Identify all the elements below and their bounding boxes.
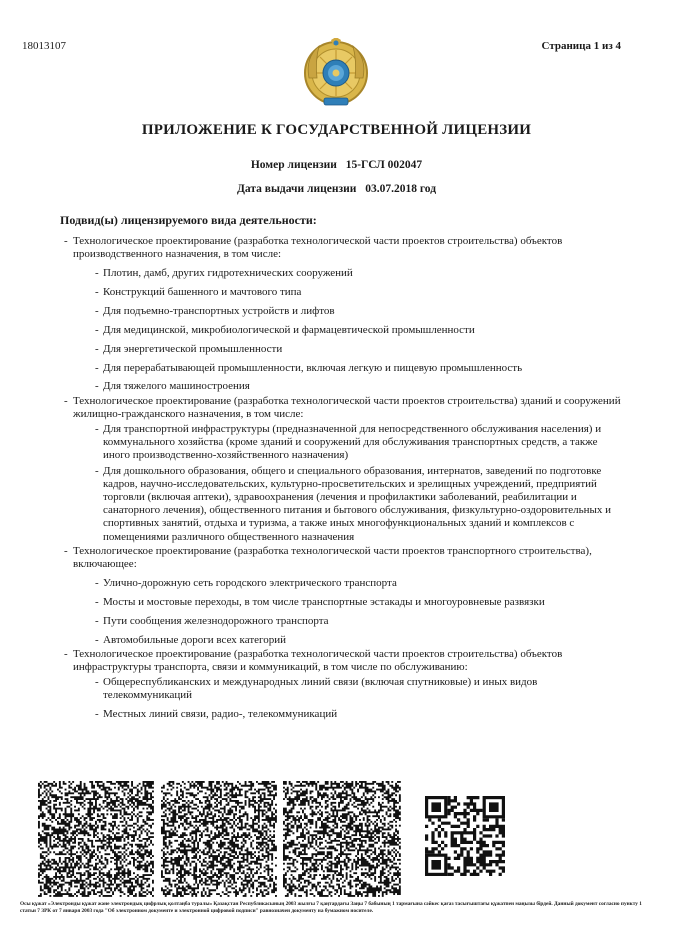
license-number-line	[0, 159, 673, 171]
document-number: 18013107	[22, 40, 66, 52]
activity-text: - Технологическое проектирование (разработка технологической части проектов строительства) объектов инфраструктуры транспорта, связи и коммуникаций, в том числе по обслуживанию:	[73, 647, 563, 674]
page-title: ПРИЛОЖЕНИЕ К ГОСУДАРСТВЕННОЙ ЛИЦЕНЗИИ	[141, 122, 532, 138]
sub-item: - Местных линий связи, радио-, телекоммуникаций	[73, 708, 624, 721]
activity-subitems	[73, 577, 624, 647]
activity-subitems	[73, 676, 624, 721]
signature-barcode-icon	[161, 781, 277, 897]
sub-item: - Для энергетической промышленности	[73, 343, 624, 356]
activity-item	[64, 648, 624, 722]
sub-item: - Для подъемно-транспортных устройств и лифтов	[73, 305, 624, 318]
license-number-label: Номер лицензии	[250, 159, 337, 171]
sub-item: - Для тяжелого машиностроения	[73, 380, 624, 393]
activities-list	[64, 235, 624, 722]
qr-code-icon	[425, 796, 505, 876]
sub-item: - Для транспортной инфраструктуры (предназначенной для непосредственного обслуживания населения) и коммунального хозяйства (кроме зданий и сооружений для обслуживания транспортных средств, а также иного производственно-хозяйственного назначения)	[73, 423, 624, 463]
activity-text: - Технологическое проектирование (разработка технологической части проектов строительства) объектов производственного назначения, в том числе:	[73, 235, 563, 261]
sub-item: - Для дошкольного образования, общего и специального образования, интернатов, заведений по подготовке кадров, научно-исследовательских, культурно-просветительских и зрелищных учреждений, предприятий торговли (включая аптеки), здравоохранения (лечения и профилактики заболеваний, реабилитации и санаторного лечения), общественного питания и бытового обслуживания, физкультурно-оздоровительных и спортивных занятий, отдыха и туризма, а также иных многофункциональных зданий и комплексов с помещениями различного общественного назначения	[73, 465, 624, 544]
sub-item: - Автомобильные дороги всех категорий	[73, 634, 624, 647]
activity-subitems	[73, 267, 624, 394]
signature-barcode-icon	[38, 781, 154, 897]
state-emblem-icon	[303, 38, 369, 108]
activity-item	[64, 545, 624, 647]
activity-text: - Технологическое проектирование (разработка технологической части проектов транспортного строительства), включающее:	[73, 544, 592, 571]
sub-item: - Конструкций башенного и мачтового типа	[73, 286, 624, 299]
sub-item: - Плотин, дамб, других гидротехнических сооружений	[73, 267, 624, 280]
sub-item: - Улично-дорожную сеть городского электрического транспорта	[73, 577, 624, 590]
subtypes-heading: Подвид(ы) лицензируемого вида деятельности:	[60, 213, 317, 227]
sub-item: - Мосты и мостовые переходы, в том числе транспортные эстакады и многоуровневые развязки	[73, 596, 624, 609]
activity-item	[64, 395, 624, 544]
sub-item: - Пути сообщения железнодорожного транспорта	[73, 615, 624, 628]
activity-text: - Технологическое проектирование (разработка технологической части проектов строительства) зданий и сооружений жилищно-гражданского назначения, в том числе:	[73, 394, 621, 420]
sub-item: - Общереспубликанских и международных линий связи (включая спутниковые) и иных видов телекоммуникаций	[73, 676, 624, 702]
legal-notice: Осы құжат «Электронды құжат және электрондық цифрлық қолтаңба туралы» Қазақстан Республикасының 2003 жылғы 7 қаңтардағы Заңы 7 бабының 1 тармағына сәйкес қағаз тасығыштағы құжатпен маңызы бірдей. Данный документ согласно пункту 1 статьи 7 ЗРК от 7 января 2003 года "Об электронном документе и электронной цифровой подписи" равнозначен документу на бумажном носителе.	[20, 901, 642, 914]
license-date-line	[0, 183, 673, 195]
signature-barcode-icon	[283, 781, 401, 897]
license-date-value: 03.07.2018 год	[365, 183, 437, 195]
page-indicator: Страница 1 из 4	[541, 40, 621, 52]
activity-subitems	[73, 423, 624, 544]
sub-item: - Для медицинской, микробиологической и фармацевтической промышленности	[73, 324, 624, 337]
license-date-label: Дата выдачи лицензии	[236, 183, 357, 195]
license-number-value: 15-ГСЛ 002047	[345, 159, 423, 171]
activity-item	[64, 235, 624, 394]
sub-item: - Для перерабатывающей промышленности, включая легкую и пищевую промышленность	[73, 362, 624, 375]
